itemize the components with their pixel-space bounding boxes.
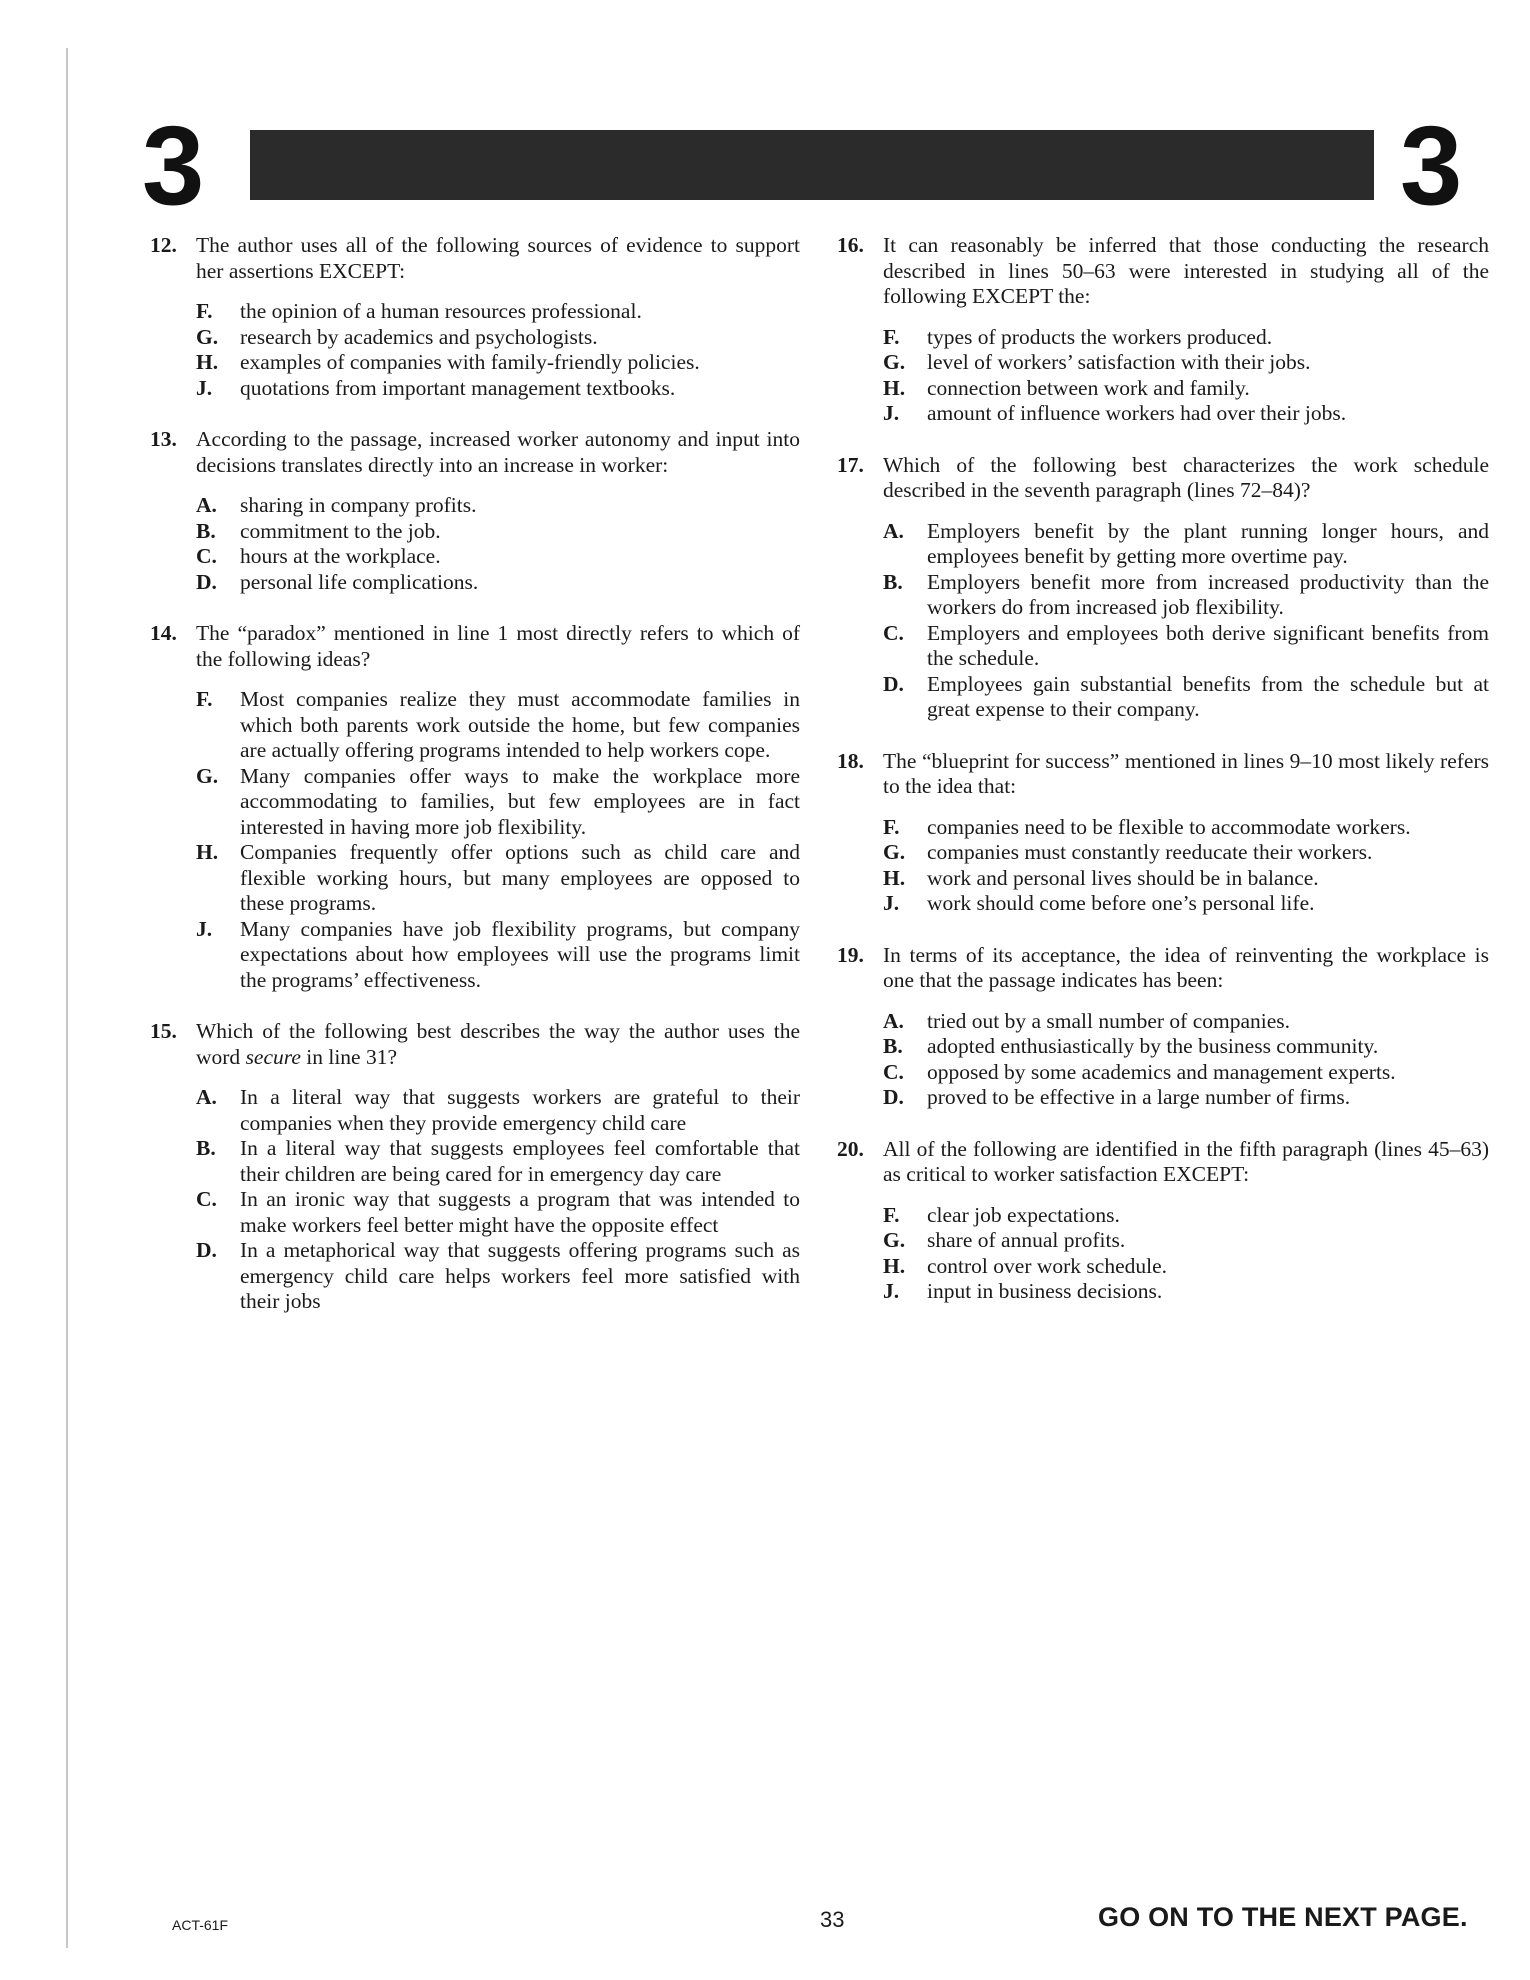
- option-letter: A.: [883, 518, 904, 543]
- question-19: [837, 943, 1489, 1111]
- answer-option[interactable]: [196, 1238, 800, 1315]
- option-letter: C.: [883, 620, 904, 645]
- answer-option[interactable]: [883, 815, 1489, 841]
- form-code: ACT-61F: [172, 1917, 229, 1933]
- question-14: [150, 621, 800, 993]
- option-text: personal life complications.: [240, 569, 479, 594]
- option-text: Employers benefit by the plant running longer hours, and employees benefit by getting more overtime pay.: [927, 518, 1489, 568]
- option-text: hours at the workplace.: [240, 544, 441, 568]
- question-text: According to the passage, increased worker autonomy and input into decisions translates directly into an increase in worker:: [196, 427, 800, 477]
- question-stem: [150, 1019, 800, 1070]
- answer-option[interactable]: [883, 1203, 1489, 1229]
- stem-text-after: in line 31?: [300, 1044, 398, 1069]
- option-letter: F.: [883, 324, 900, 349]
- option-text: In a literal way that suggests workers are grateful to their companies when they provide emergency child care: [240, 1085, 800, 1135]
- answer-option[interactable]: [196, 519, 800, 545]
- question-number: 13.: [150, 427, 177, 451]
- option-letter: J.: [196, 916, 213, 941]
- stem-text-before: Which of the following best describes the way the author uses the word: [196, 1019, 800, 1069]
- option-text: Employers and employees both derive significant benefits from the schedule.: [927, 620, 1489, 670]
- option-letter: A.: [196, 1085, 217, 1109]
- question-number: 15.: [150, 1019, 177, 1043]
- option-text: amount of influence workers had over their jobs.: [927, 401, 1347, 425]
- question-number: 18.: [837, 748, 864, 773]
- option-letter: G.: [196, 324, 219, 349]
- answer-options: [837, 325, 1489, 427]
- option-letter: F.: [196, 687, 213, 711]
- option-letter: G.: [883, 1228, 906, 1252]
- section-number-right: 3: [1400, 103, 1463, 228]
- option-text: sharing in company profits.: [240, 493, 477, 517]
- question-text: The “blueprint for success” mentioned in lines 9–10 most likely refers to the idea that:: [883, 748, 1489, 798]
- option-letter: C.: [883, 1059, 904, 1084]
- answer-option[interactable]: [196, 687, 800, 764]
- question-stem: [150, 427, 800, 478]
- question-number: 14.: [150, 621, 177, 645]
- option-text: quotations from important management textbooks.: [240, 375, 676, 400]
- option-text: commitment to the job.: [240, 518, 441, 543]
- question-text: All of the following are identified in the fifth paragraph (lines 45–63) as critical to worker satisfaction EXCEPT:: [883, 1136, 1489, 1186]
- right-question-column: [837, 233, 1489, 1331]
- question-number: 16.: [837, 233, 864, 257]
- answer-option[interactable]: [196, 493, 800, 519]
- answer-option[interactable]: [196, 917, 800, 994]
- answer-option[interactable]: [196, 1085, 800, 1136]
- answer-option[interactable]: [196, 1187, 800, 1238]
- option-text: proved to be effective in a large number of firms.: [927, 1085, 1351, 1109]
- answer-option[interactable]: [883, 1060, 1489, 1086]
- answer-option[interactable]: [883, 1228, 1489, 1254]
- option-letter: J.: [883, 1279, 900, 1303]
- option-text: level of workers’ satisfaction with their jobs.: [927, 350, 1311, 374]
- answer-option[interactable]: [883, 866, 1489, 892]
- option-letter: H.: [196, 350, 219, 374]
- option-letter: H.: [883, 1253, 906, 1278]
- option-text: Employers benefit more from increased productivity than the workers do from increased job flexibility.: [927, 569, 1489, 619]
- question-text: In terms of its acceptance, the idea of reinventing the workplace is one that the passage indicates has been:: [883, 942, 1489, 992]
- next-page-notice: GO ON TO THE NEXT PAGE.: [1098, 1902, 1468, 1932]
- question-text: The “paradox” mentioned in line 1 most directly refers to which of the following ideas?: [196, 621, 800, 671]
- answer-option[interactable]: [883, 672, 1489, 723]
- option-letter: J.: [196, 375, 213, 400]
- question-16: [837, 233, 1489, 427]
- left-question-column: [150, 233, 800, 1341]
- answer-option[interactable]: [196, 544, 800, 570]
- option-letter: A.: [883, 1008, 904, 1033]
- page-number: 33: [820, 1907, 845, 1932]
- answer-option[interactable]: [883, 350, 1489, 376]
- answer-options: [837, 1203, 1489, 1305]
- option-letter: B.: [196, 1136, 216, 1160]
- answer-option[interactable]: [196, 299, 800, 325]
- option-letter: G.: [196, 763, 219, 788]
- option-text: companies need to be flexible to accommodate workers.: [927, 814, 1411, 839]
- answer-option[interactable]: [883, 1034, 1489, 1060]
- option-text: work and personal lives should be in balance.: [927, 865, 1319, 890]
- answer-option[interactable]: [883, 570, 1489, 621]
- option-letter: D.: [883, 671, 904, 696]
- question-stem: [837, 453, 1489, 504]
- answer-option[interactable]: [883, 325, 1489, 351]
- option-letter: C.: [196, 1187, 217, 1211]
- option-text: clear job expectations.: [927, 1202, 1120, 1227]
- option-text: input in business decisions.: [927, 1279, 1163, 1303]
- section-header-bar: [250, 130, 1374, 200]
- answer-option[interactable]: [883, 1009, 1489, 1035]
- option-letter: F.: [883, 1202, 900, 1227]
- emphasized-word: secure: [245, 1044, 301, 1069]
- question-stem: [837, 1137, 1489, 1188]
- option-letter: B.: [883, 569, 903, 594]
- question-stem: [150, 621, 800, 672]
- answer-option[interactable]: [883, 519, 1489, 570]
- option-letter: J.: [883, 891, 900, 915]
- answer-option[interactable]: [196, 570, 800, 596]
- option-text: Employees gain substantial benefits from the schedule but at great expense to their company.: [927, 671, 1489, 721]
- option-letter: D.: [196, 569, 217, 594]
- question-text: Which of the following best characterizes the work schedule described in the seventh paragraph (lines 72–84)?: [883, 452, 1489, 502]
- option-text: In a metaphorical way that suggests offering programs such as emergency child care helps workers feel more satisfied with their jobs: [240, 1238, 800, 1313]
- option-text: tried out by a small number of companies.: [927, 1008, 1291, 1033]
- option-text: Companies frequently offer options such as child care and flexible working hours, but many employees are opposed to these programs.: [240, 840, 800, 915]
- answer-option[interactable]: [196, 376, 800, 402]
- option-letter: D.: [883, 1085, 904, 1109]
- option-text: share of annual profits.: [927, 1228, 1126, 1252]
- option-letter: D.: [196, 1238, 217, 1262]
- question-17: [837, 453, 1489, 723]
- answer-options: [150, 299, 800, 401]
- answer-option[interactable]: [196, 764, 800, 841]
- question-text: [196, 1019, 800, 1070]
- option-text: In a literal way that suggests employees feel comfortable that their children are being cared for in emergency day care: [240, 1136, 800, 1186]
- option-letter: B.: [883, 1034, 903, 1058]
- question-text: The author uses all of the following sources of evidence to support her assertions EXCEPT:: [196, 233, 800, 283]
- option-letter: G.: [883, 350, 906, 374]
- option-text: work should come before one’s personal life.: [927, 891, 1315, 915]
- option-text: the opinion of a human resources professional.: [240, 299, 642, 323]
- answer-option[interactable]: [883, 1254, 1489, 1280]
- answer-option[interactable]: [196, 1136, 800, 1187]
- question-number: 12.: [150, 233, 177, 257]
- option-text: adopted enthusiastically by the business community.: [927, 1034, 1379, 1058]
- question-number: 19.: [837, 942, 864, 967]
- option-text: companies must constantly reeducate their workers.: [927, 840, 1373, 864]
- option-letter: J.: [883, 401, 900, 425]
- option-letter: H.: [196, 840, 219, 864]
- option-letter: H.: [883, 865, 906, 890]
- question-number: 20.: [837, 1136, 864, 1161]
- option-letter: F.: [883, 814, 900, 839]
- question-20: [837, 1137, 1489, 1305]
- scan-margin-line: [66, 48, 68, 1948]
- option-text: research by academics and psychologists.: [240, 324, 598, 349]
- answer-options: [837, 815, 1489, 917]
- option-text: examples of companies with family-friendly policies.: [240, 350, 700, 374]
- section-number-left: 3: [142, 103, 205, 228]
- option-text: types of products the workers produced.: [927, 324, 1273, 349]
- answer-option[interactable]: [883, 1085, 1489, 1111]
- option-text: connection between work and family.: [927, 375, 1250, 400]
- question-stem: [150, 233, 800, 284]
- answer-option[interactable]: [196, 840, 800, 917]
- option-letter: H.: [883, 375, 906, 400]
- question-stem: [837, 943, 1489, 994]
- answer-options: [837, 519, 1489, 723]
- answer-option[interactable]: [883, 891, 1489, 917]
- answer-option[interactable]: [196, 350, 800, 376]
- question-stem: [837, 749, 1489, 800]
- answer-option[interactable]: [196, 325, 800, 351]
- question-stem: [837, 233, 1489, 310]
- option-text: In an ironic way that suggests a program that was intended to make workers feel better might have the opposite effect: [240, 1187, 800, 1237]
- option-letter: C.: [196, 544, 217, 568]
- answer-options: [150, 1085, 800, 1315]
- question-15: [150, 1019, 800, 1315]
- option-letter: A.: [196, 493, 217, 517]
- answer-options: [150, 493, 800, 595]
- option-text: control over work schedule.: [927, 1253, 1168, 1278]
- option-letter: F.: [196, 299, 213, 323]
- answer-option[interactable]: [883, 401, 1489, 427]
- option-letter: B.: [196, 518, 216, 543]
- question-number: 17.: [837, 452, 864, 477]
- answer-option[interactable]: [883, 840, 1489, 866]
- option-text: Many companies offer ways to make the workplace more accommodating to families, but few employees are in fact interested in having more job flexibility.: [240, 763, 800, 839]
- answer-option[interactable]: [883, 376, 1489, 402]
- option-text: Many companies have job flexibility programs, but company expectations about how employees will use the programs limit the programs’ effectiveness.: [240, 916, 800, 992]
- option-letter: G.: [883, 840, 906, 864]
- question-13: [150, 427, 800, 595]
- question-text: It can reasonably be inferred that those conducting the research described in lines 50–63 were interested in studying all of the following EXCEPT the:: [883, 233, 1489, 308]
- question-12: [150, 233, 800, 401]
- answer-option[interactable]: [883, 621, 1489, 672]
- answer-options: [837, 1009, 1489, 1111]
- answer-options: [150, 687, 800, 993]
- answer-option[interactable]: [883, 1279, 1489, 1305]
- option-text: opposed by some academics and management experts.: [927, 1059, 1396, 1084]
- option-text: Most companies realize they must accommodate families in which both parents work outside the home, but few companies are actually offering programs intended to help workers cope.: [240, 687, 800, 762]
- question-18: [837, 749, 1489, 917]
